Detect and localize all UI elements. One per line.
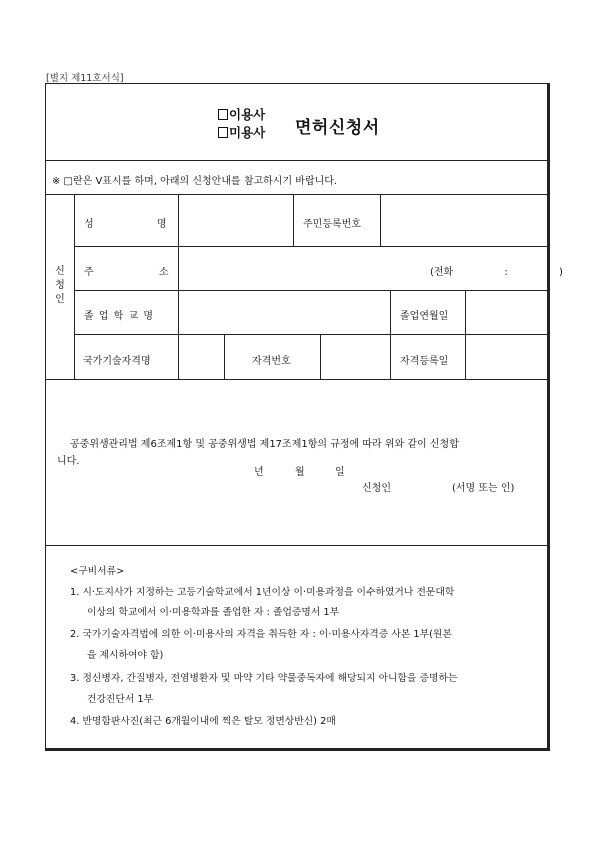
vrule-right-value <box>465 290 466 379</box>
resident-no-input[interactable] <box>382 197 546 243</box>
label-name <box>84 215 172 230</box>
label-address: 주 소 <box>84 267 169 278</box>
label-grad-date: 졸업연월일 <box>400 311 449 322</box>
phone-label: (전화 : ) <box>430 267 563 278</box>
label-name-text: 성 명 <box>84 219 167 230</box>
rule-row3 <box>74 334 548 335</box>
vrule-cert-a <box>224 334 225 379</box>
documents-header: <구비서류> <box>70 566 125 577</box>
document-item: 이상의 학교에서 이·미용학과를 졸업한 자 : 졸업증명서 1부 <box>87 607 340 618</box>
vrule-label <box>178 194 179 379</box>
title-option-barber[interactable]: 이용사 <box>218 105 265 123</box>
rule-title <box>45 160 548 161</box>
label-school: 졸 업 학 교 명 <box>84 311 155 322</box>
document-item: 을 제시하여야 함) <box>87 650 164 661</box>
checkbox-beautician[interactable] <box>218 127 228 138</box>
applicant-sign-label: 신청인 <box>362 483 391 494</box>
form-title: 면허신청서 <box>295 118 380 138</box>
rule-applicant-end <box>45 379 548 380</box>
rule-row1 <box>74 246 548 247</box>
document-item: 4. 반명함판사진(최근 6개월이내에 찍은 탈모 정면상반신) 2매 <box>70 716 336 727</box>
checkbox-barber[interactable] <box>218 109 228 120</box>
cert-date-input[interactable] <box>467 337 546 377</box>
vrule-right-label <box>390 290 391 379</box>
rule-notice <box>45 194 548 195</box>
document-item: 1. 시·도지사가 지정하는 고등기술학교에서 1년이상 이·미용과정을 이수하였거나 전문대학 <box>70 587 455 598</box>
vrule-resident-label-end <box>380 194 381 246</box>
document-item: 3. 정신병자, 간질병자, 전염병환자 및 마약 기타 약물중독자에 해당되지 아니함을 증명하는 <box>70 673 458 684</box>
vrule-cert-b <box>320 334 321 379</box>
label-cert-name: 국가기술자격명 <box>83 356 151 367</box>
date-day-label: 일 <box>335 467 345 478</box>
declaration-line1: 공중위생관리법 제6조제1항 및 공중위생법 제17조제1항의 규정에 따라 위와 같이 신청합 <box>70 439 459 450</box>
cert-no-input[interactable] <box>322 337 388 377</box>
vrule-name-end <box>293 194 294 246</box>
school-input[interactable] <box>180 293 388 332</box>
signature-field[interactable] <box>398 474 448 492</box>
grad-date-input[interactable] <box>467 293 546 332</box>
document-item: 건강진단서 1부 <box>87 694 154 705</box>
sign-or-seal-label: (서명 또는 인) <box>452 483 515 494</box>
document-item: 2. 국가기술자격법에 의한 이·미용사의 자격을 취득한 자 : 이·미용사자격증 사본 1부(원본 <box>70 629 452 640</box>
notice-text: ※ □란은 V표시를 하며, 아래의 신청안내를 참고하시기 바랍니다. <box>52 176 338 187</box>
vrule-section <box>74 194 75 379</box>
label-cert-date: 자격등록일 <box>400 356 449 367</box>
rule-row2 <box>74 290 548 291</box>
cert-name-input[interactable] <box>180 337 222 377</box>
date-year-label: 년 <box>254 467 264 478</box>
rule-declaration-end <box>45 545 548 546</box>
applicant-section-label: 신청인 <box>55 266 65 305</box>
date-month-label: 월 <box>295 467 305 478</box>
title-option-beautician[interactable]: 미용사 <box>218 123 265 141</box>
label-resident-no: 주민등록번호 <box>303 219 361 230</box>
form-label: [별지 제11호서식] <box>46 73 124 84</box>
declaration-line2: 니다. <box>57 456 80 467</box>
name-input[interactable] <box>180 197 290 243</box>
label-cert-no: 자격번호 <box>252 356 291 367</box>
